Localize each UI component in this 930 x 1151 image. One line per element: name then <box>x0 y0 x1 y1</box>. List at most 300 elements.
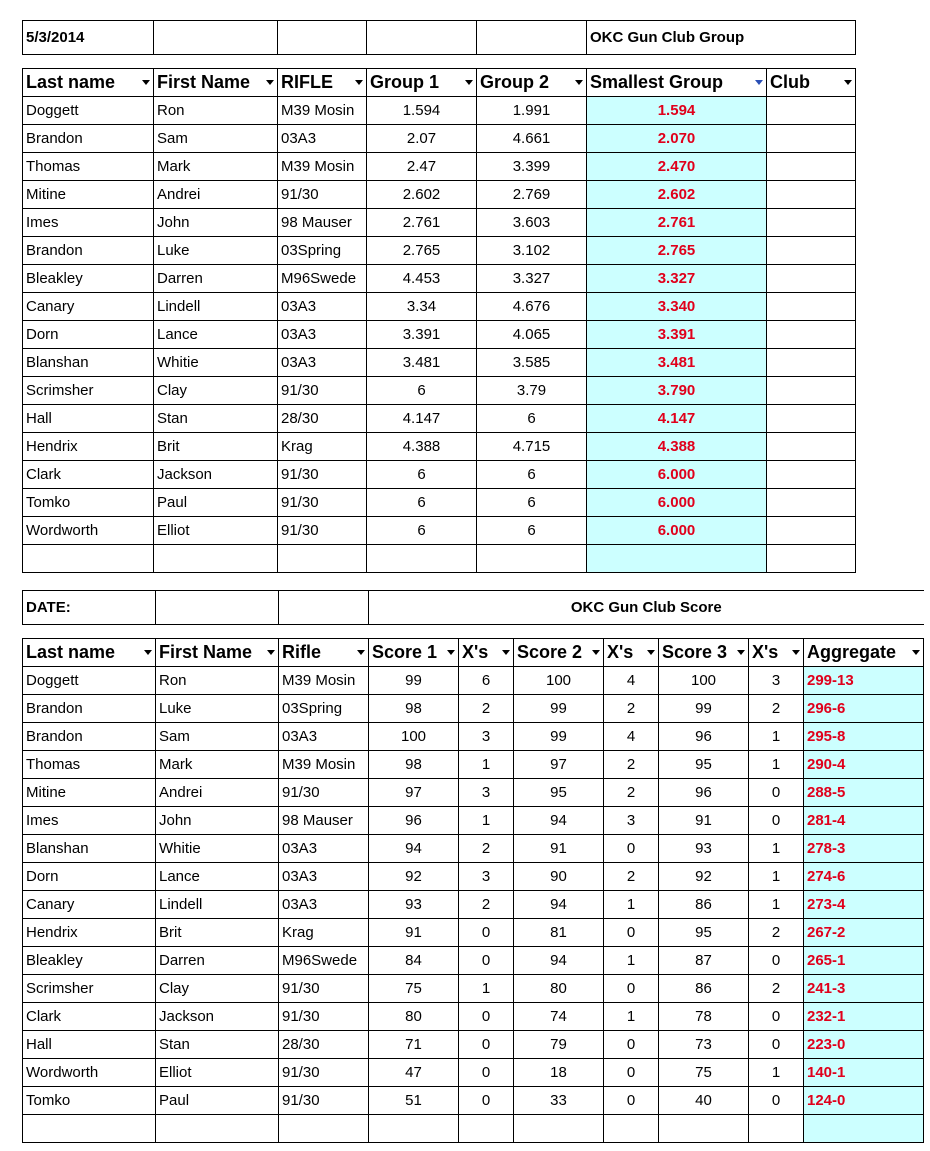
table-cell[interactable]: 1 <box>749 1059 804 1087</box>
table-cell[interactable]: 87 <box>659 947 749 975</box>
table-cell[interactable]: 97 <box>514 751 604 779</box>
table-cell[interactable]: 3.481 <box>367 349 477 377</box>
table-cell[interactable] <box>369 1115 459 1143</box>
table-cell[interactable]: 2.761 <box>587 209 767 237</box>
table-cell[interactable]: 4.147 <box>587 405 767 433</box>
cell[interactable] <box>279 591 369 625</box>
table-cell[interactable]: 232-1 <box>804 1003 924 1031</box>
table-cell[interactable]: Stan <box>154 405 278 433</box>
table-cell[interactable]: 1 <box>459 751 514 779</box>
table-cell[interactable]: Hendrix <box>23 919 156 947</box>
table-cell[interactable]: 124-0 <box>804 1087 924 1115</box>
table-cell[interactable]: 2 <box>459 891 514 919</box>
table-cell[interactable]: 3.327 <box>477 265 587 293</box>
column-header[interactable] <box>367 69 477 97</box>
table-cell[interactable]: 03Spring <box>278 237 367 265</box>
table-cell[interactable]: 0 <box>459 1003 514 1031</box>
table-cell[interactable]: Elliot <box>154 517 278 545</box>
filter-dropdown-icon[interactable] <box>592 650 600 655</box>
column-header[interactable] <box>369 639 459 667</box>
table-cell[interactable]: 03A3 <box>278 321 367 349</box>
table-cell[interactable]: 99 <box>659 695 749 723</box>
table-cell[interactable]: 0 <box>604 975 659 1003</box>
table-cell[interactable]: 3 <box>604 807 659 835</box>
column-header[interactable] <box>804 639 924 667</box>
table-cell[interactable]: Luke <box>154 237 278 265</box>
table-cell[interactable]: 0 <box>604 1087 659 1115</box>
table-cell[interactable]: 3.34 <box>367 293 477 321</box>
table-cell[interactable] <box>514 1115 604 1143</box>
column-header[interactable] <box>154 69 278 97</box>
table-cell[interactable]: Darren <box>156 947 279 975</box>
table-cell[interactable]: 3.391 <box>367 321 477 349</box>
table-cell[interactable]: 79 <box>514 1031 604 1059</box>
score-title[interactable]: OKC Gun Club Score <box>369 591 924 625</box>
table-cell[interactable]: 81 <box>514 919 604 947</box>
table-cell[interactable]: 93 <box>369 891 459 919</box>
table-cell[interactable]: Sam <box>156 723 279 751</box>
table-cell[interactable]: 2 <box>749 975 804 1003</box>
table-cell[interactable]: 0 <box>749 779 804 807</box>
group-title[interactable]: OKC Gun Club Group <box>587 21 856 55</box>
filter-dropdown-icon[interactable] <box>844 80 852 85</box>
column-header[interactable] <box>279 639 369 667</box>
table-cell[interactable]: 03A3 <box>279 723 369 751</box>
table-cell[interactable]: 03A3 <box>279 891 369 919</box>
table-cell[interactable]: 4.388 <box>367 433 477 461</box>
table-cell[interactable]: 2 <box>604 751 659 779</box>
table-cell[interactable]: 75 <box>659 1059 749 1087</box>
table-cell[interactable]: 2.070 <box>587 125 767 153</box>
filter-dropdown-icon[interactable] <box>355 80 363 85</box>
filter-dropdown-icon[interactable] <box>575 80 583 85</box>
table-cell[interactable]: 4.715 <box>477 433 587 461</box>
table-cell[interactable]: 4.661 <box>477 125 587 153</box>
table-cell[interactable]: 274-6 <box>804 863 924 891</box>
table-cell[interactable]: Andrei <box>156 779 279 807</box>
table-cell[interactable] <box>767 461 856 489</box>
table-cell[interactable] <box>767 433 856 461</box>
table-cell[interactable]: Elliot <box>156 1059 279 1087</box>
table-cell[interactable]: Doggett <box>23 97 154 125</box>
table-cell[interactable]: Wordworth <box>23 517 154 545</box>
table-cell[interactable]: 86 <box>659 975 749 1003</box>
table-cell[interactable]: 1 <box>459 975 514 1003</box>
filter-dropdown-icon[interactable] <box>502 650 510 655</box>
table-cell[interactable]: 2.07 <box>367 125 477 153</box>
table-cell[interactable]: 3 <box>459 723 514 751</box>
filter-dropdown-icon[interactable] <box>737 650 745 655</box>
table-cell[interactable] <box>767 125 856 153</box>
table-cell[interactable]: 91/30 <box>279 975 369 1003</box>
table-cell[interactable]: 2 <box>459 835 514 863</box>
table-cell[interactable]: 91 <box>514 835 604 863</box>
table-cell[interactable]: 2 <box>604 695 659 723</box>
table-cell[interactable]: 1 <box>604 891 659 919</box>
table-cell[interactable]: Mitine <box>23 181 154 209</box>
table-cell[interactable] <box>767 181 856 209</box>
table-cell[interactable]: Canary <box>23 891 156 919</box>
column-header[interactable] <box>587 69 767 97</box>
table-cell[interactable]: Dorn <box>23 863 156 891</box>
table-cell[interactable]: 2 <box>604 863 659 891</box>
table-cell[interactable] <box>767 293 856 321</box>
filter-dropdown-icon[interactable] <box>144 650 152 655</box>
table-cell[interactable]: Clay <box>156 975 279 1003</box>
table-cell[interactable]: 95 <box>514 779 604 807</box>
table-cell[interactable] <box>767 489 856 517</box>
table-cell[interactable]: Thomas <box>23 153 154 181</box>
table-cell[interactable]: 96 <box>659 779 749 807</box>
table-cell[interactable]: 2 <box>459 695 514 723</box>
table-cell[interactable]: Brit <box>156 919 279 947</box>
table-cell[interactable]: 2 <box>604 779 659 807</box>
table-cell[interactable]: 6 <box>477 405 587 433</box>
column-header[interactable] <box>23 639 156 667</box>
table-cell[interactable]: 3.102 <box>477 237 587 265</box>
table-cell[interactable]: 299-13 <box>804 667 924 695</box>
column-header[interactable] <box>659 639 749 667</box>
table-cell[interactable]: Clark <box>23 461 154 489</box>
table-cell[interactable]: 4.147 <box>367 405 477 433</box>
table-cell[interactable]: M96Swede <box>279 947 369 975</box>
table-cell[interactable]: Imes <box>23 807 156 835</box>
table-cell[interactable]: 98 Mauser <box>278 209 367 237</box>
table-cell[interactable]: 0 <box>604 919 659 947</box>
filter-dropdown-icon[interactable] <box>465 80 473 85</box>
table-cell[interactable]: 265-1 <box>804 947 924 975</box>
table-cell[interactable]: 241-3 <box>804 975 924 1003</box>
table-cell[interactable]: 40 <box>659 1087 749 1115</box>
filter-dropdown-icon[interactable] <box>912 650 920 655</box>
table-cell[interactable]: Krag <box>278 433 367 461</box>
filter-dropdown-icon[interactable] <box>647 650 655 655</box>
table-cell[interactable]: 6 <box>367 461 477 489</box>
table-cell[interactable]: 0 <box>459 1059 514 1087</box>
table-cell[interactable]: 3.79 <box>477 377 587 405</box>
table-cell[interactable]: 2 <box>749 919 804 947</box>
table-cell[interactable]: 0 <box>749 947 804 975</box>
table-cell[interactable]: Wordworth <box>23 1059 156 1087</box>
table-cell[interactable]: 6.000 <box>587 461 767 489</box>
table-cell[interactable] <box>767 517 856 545</box>
table-cell[interactable]: M39 Mosin <box>279 751 369 779</box>
table-cell[interactable] <box>154 545 278 573</box>
table-cell[interactable]: 28/30 <box>279 1031 369 1059</box>
table-cell[interactable]: Clark <box>23 1003 156 1031</box>
table-cell[interactable]: 6 <box>477 489 587 517</box>
table-cell[interactable]: 1 <box>604 947 659 975</box>
table-cell[interactable]: Whitie <box>156 835 279 863</box>
table-cell[interactable]: Stan <box>156 1031 279 1059</box>
table-cell[interactable]: 94 <box>514 947 604 975</box>
table-cell[interactable] <box>767 377 856 405</box>
table-cell[interactable]: 95 <box>659 919 749 947</box>
table-cell[interactable]: 80 <box>514 975 604 1003</box>
table-cell[interactable]: 1 <box>749 835 804 863</box>
table-cell[interactable]: 1 <box>604 1003 659 1031</box>
table-cell[interactable]: 0 <box>749 807 804 835</box>
table-cell[interactable]: 51 <box>369 1087 459 1115</box>
cell[interactable] <box>477 21 587 55</box>
table-cell[interactable]: Dorn <box>23 321 154 349</box>
table-cell[interactable]: 0 <box>459 947 514 975</box>
table-cell[interactable]: 94 <box>514 807 604 835</box>
table-cell[interactable]: Bleakley <box>23 947 156 975</box>
table-cell[interactable]: 2.602 <box>367 181 477 209</box>
table-cell[interactable]: 2 <box>749 695 804 723</box>
table-cell[interactable]: 28/30 <box>278 405 367 433</box>
table-cell[interactable]: 91 <box>659 807 749 835</box>
table-cell[interactable]: 94 <box>514 891 604 919</box>
table-cell[interactable]: Lance <box>156 863 279 891</box>
table-cell[interactable] <box>767 321 856 349</box>
table-cell[interactable]: Darren <box>154 265 278 293</box>
table-cell[interactable]: 92 <box>659 863 749 891</box>
table-cell[interactable] <box>367 545 477 573</box>
table-cell[interactable]: Hendrix <box>23 433 154 461</box>
table-cell[interactable] <box>156 1115 279 1143</box>
table-cell[interactable]: 03A3 <box>278 125 367 153</box>
table-cell[interactable]: 86 <box>659 891 749 919</box>
filter-dropdown-icon[interactable] <box>266 80 274 85</box>
table-cell[interactable]: M39 Mosin <box>278 153 367 181</box>
table-cell[interactable]: 273-4 <box>804 891 924 919</box>
column-header[interactable] <box>459 639 514 667</box>
table-cell[interactable]: M39 Mosin <box>278 97 367 125</box>
table-cell[interactable] <box>23 545 154 573</box>
table-cell[interactable]: 4 <box>604 723 659 751</box>
table-cell[interactable]: 91/30 <box>279 1003 369 1031</box>
table-cell[interactable]: 92 <box>369 863 459 891</box>
table-cell[interactable]: 0 <box>459 1087 514 1115</box>
table-cell[interactable]: Canary <box>23 293 154 321</box>
table-cell[interactable]: 4.388 <box>587 433 767 461</box>
table-cell[interactable]: 2.765 <box>367 237 477 265</box>
table-cell[interactable]: 71 <box>369 1031 459 1059</box>
table-cell[interactable]: 290-4 <box>804 751 924 779</box>
table-cell[interactable]: 1 <box>459 807 514 835</box>
table-cell[interactable]: Brandon <box>23 723 156 751</box>
table-cell[interactable]: 98 Mauser <box>279 807 369 835</box>
table-cell[interactable]: 6 <box>459 667 514 695</box>
table-cell[interactable]: 90 <box>514 863 604 891</box>
filter-dropdown-icon[interactable] <box>447 650 455 655</box>
table-cell[interactable]: 80 <box>369 1003 459 1031</box>
table-cell[interactable] <box>767 97 856 125</box>
table-cell[interactable] <box>767 349 856 377</box>
table-cell[interactable]: Scrimsher <box>23 377 154 405</box>
table-cell[interactable] <box>804 1115 924 1143</box>
cell[interactable] <box>156 591 279 625</box>
table-cell[interactable]: 100 <box>369 723 459 751</box>
table-cell[interactable]: 3.340 <box>587 293 767 321</box>
table-cell[interactable]: Scrimsher <box>23 975 156 1003</box>
table-cell[interactable]: 2.470 <box>587 153 767 181</box>
table-cell[interactable]: 91/30 <box>278 517 367 545</box>
cell[interactable] <box>278 21 367 55</box>
table-cell[interactable]: 33 <box>514 1087 604 1115</box>
column-header[interactable] <box>604 639 659 667</box>
table-cell[interactable]: Doggett <box>23 667 156 695</box>
table-cell[interactable]: 1 <box>749 891 804 919</box>
table-cell[interactable]: 91/30 <box>278 461 367 489</box>
column-header[interactable] <box>767 69 856 97</box>
table-cell[interactable]: Hall <box>23 1031 156 1059</box>
table-cell[interactable]: 03A3 <box>278 349 367 377</box>
table-cell[interactable]: 75 <box>369 975 459 1003</box>
table-cell[interactable] <box>604 1115 659 1143</box>
table-cell[interactable]: 0 <box>604 1059 659 1087</box>
table-cell[interactable]: 2.47 <box>367 153 477 181</box>
table-cell[interactable]: Lance <box>154 321 278 349</box>
table-cell[interactable]: 2.602 <box>587 181 767 209</box>
table-cell[interactable] <box>459 1115 514 1143</box>
table-cell[interactable] <box>477 545 587 573</box>
table-cell[interactable]: 288-5 <box>804 779 924 807</box>
table-cell[interactable]: 4.676 <box>477 293 587 321</box>
table-cell[interactable]: 295-8 <box>804 723 924 751</box>
table-cell[interactable]: 1 <box>749 863 804 891</box>
table-cell[interactable]: Clay <box>154 377 278 405</box>
table-cell[interactable] <box>749 1115 804 1143</box>
table-cell[interactable]: 1 <box>749 723 804 751</box>
table-cell[interactable]: 03A3 <box>278 293 367 321</box>
table-cell[interactable]: 6 <box>477 517 587 545</box>
table-cell[interactable]: Imes <box>23 209 154 237</box>
table-cell[interactable]: 99 <box>369 667 459 695</box>
table-cell[interactable]: 140-1 <box>804 1059 924 1087</box>
column-header[interactable] <box>477 69 587 97</box>
filter-dropdown-icon[interactable] <box>755 80 763 85</box>
table-cell[interactable]: 03A3 <box>279 863 369 891</box>
table-cell[interactable] <box>767 237 856 265</box>
table-cell[interactable]: Luke <box>156 695 279 723</box>
table-cell[interactable]: Lindell <box>156 891 279 919</box>
table-cell[interactable]: Jackson <box>156 1003 279 1031</box>
table-cell[interactable]: Brandon <box>23 125 154 153</box>
table-cell[interactable]: 91/30 <box>279 1087 369 1115</box>
table-cell[interactable]: Tomko <box>23 1087 156 1115</box>
table-cell[interactable]: 6 <box>367 517 477 545</box>
table-cell[interactable]: Andrei <box>154 181 278 209</box>
filter-dropdown-icon[interactable] <box>267 650 275 655</box>
table-cell[interactable]: 223-0 <box>804 1031 924 1059</box>
table-cell[interactable] <box>767 209 856 237</box>
table-cell[interactable]: 91/30 <box>278 181 367 209</box>
table-cell[interactable] <box>279 1115 369 1143</box>
table-cell[interactable] <box>767 153 856 181</box>
table-cell[interactable]: 4 <box>604 667 659 695</box>
table-cell[interactable]: Mitine <box>23 779 156 807</box>
table-cell[interactable]: 6 <box>367 489 477 517</box>
table-cell[interactable]: 91/30 <box>279 1059 369 1087</box>
table-cell[interactable]: 03Spring <box>279 695 369 723</box>
table-cell[interactable]: 98 <box>369 751 459 779</box>
table-cell[interactable]: Blanshan <box>23 835 156 863</box>
table-cell[interactable]: 99 <box>514 723 604 751</box>
table-cell[interactable]: Whitie <box>154 349 278 377</box>
table-cell[interactable]: 6 <box>367 377 477 405</box>
table-cell[interactable]: 0 <box>749 1003 804 1031</box>
filter-dropdown-icon[interactable] <box>357 650 365 655</box>
table-cell[interactable]: 91/30 <box>278 377 367 405</box>
table-cell[interactable]: 73 <box>659 1031 749 1059</box>
table-cell[interactable]: 2.761 <box>367 209 477 237</box>
table-cell[interactable]: Paul <box>154 489 278 517</box>
table-cell[interactable]: 0 <box>459 1031 514 1059</box>
table-cell[interactable]: Brandon <box>23 237 154 265</box>
table-cell[interactable]: 0 <box>749 1031 804 1059</box>
table-cell[interactable]: 3.790 <box>587 377 767 405</box>
filter-dropdown-icon[interactable] <box>142 80 150 85</box>
table-cell[interactable]: 281-4 <box>804 807 924 835</box>
column-header[interactable] <box>514 639 604 667</box>
table-cell[interactable]: 91/30 <box>279 779 369 807</box>
table-cell[interactable]: 03A3 <box>279 835 369 863</box>
table-cell[interactable]: Mark <box>154 153 278 181</box>
table-cell[interactable]: Ron <box>156 667 279 695</box>
table-cell[interactable] <box>278 545 367 573</box>
table-cell[interactable]: 96 <box>369 807 459 835</box>
table-cell[interactable]: Tomko <box>23 489 154 517</box>
table-cell[interactable]: 74 <box>514 1003 604 1031</box>
table-cell[interactable]: Bleakley <box>23 265 154 293</box>
table-cell[interactable]: 99 <box>514 695 604 723</box>
table-cell[interactable]: 6 <box>477 461 587 489</box>
table-cell[interactable]: 1 <box>749 751 804 779</box>
table-cell[interactable] <box>587 545 767 573</box>
table-cell[interactable]: 3.603 <box>477 209 587 237</box>
table-cell[interactable]: 0 <box>749 1087 804 1115</box>
score-date-label[interactable]: DATE: <box>23 591 156 625</box>
table-cell[interactable]: Jackson <box>154 461 278 489</box>
table-cell[interactable] <box>767 265 856 293</box>
table-cell[interactable]: 78 <box>659 1003 749 1031</box>
table-cell[interactable]: John <box>154 209 278 237</box>
table-cell[interactable]: Krag <box>279 919 369 947</box>
table-cell[interactable]: Paul <box>156 1087 279 1115</box>
table-cell[interactable]: 3.391 <box>587 321 767 349</box>
table-cell[interactable]: 4.065 <box>477 321 587 349</box>
table-cell[interactable]: 93 <box>659 835 749 863</box>
filter-dropdown-icon[interactable] <box>792 650 800 655</box>
table-cell[interactable]: 0 <box>459 919 514 947</box>
table-cell[interactable]: 100 <box>514 667 604 695</box>
table-cell[interactable]: 3 <box>459 863 514 891</box>
table-cell[interactable]: Mark <box>156 751 279 779</box>
table-cell[interactable]: 3.585 <box>477 349 587 377</box>
column-header[interactable] <box>749 639 804 667</box>
table-cell[interactable]: 94 <box>369 835 459 863</box>
table-cell[interactable]: Brandon <box>23 695 156 723</box>
table-cell[interactable] <box>23 1115 156 1143</box>
table-cell[interactable]: 97 <box>369 779 459 807</box>
table-cell[interactable]: M39 Mosin <box>279 667 369 695</box>
column-header[interactable] <box>23 69 154 97</box>
table-cell[interactable]: 1.991 <box>477 97 587 125</box>
cell[interactable] <box>367 21 477 55</box>
table-cell[interactable]: 296-6 <box>804 695 924 723</box>
table-cell[interactable]: 267-2 <box>804 919 924 947</box>
table-cell[interactable]: 47 <box>369 1059 459 1087</box>
table-cell[interactable]: 98 <box>369 695 459 723</box>
table-cell[interactable] <box>767 545 856 573</box>
table-cell[interactable]: 100 <box>659 667 749 695</box>
table-cell[interactable] <box>767 405 856 433</box>
column-header[interactable] <box>156 639 279 667</box>
group-date-cell[interactable]: 5/3/2014 <box>23 21 154 55</box>
